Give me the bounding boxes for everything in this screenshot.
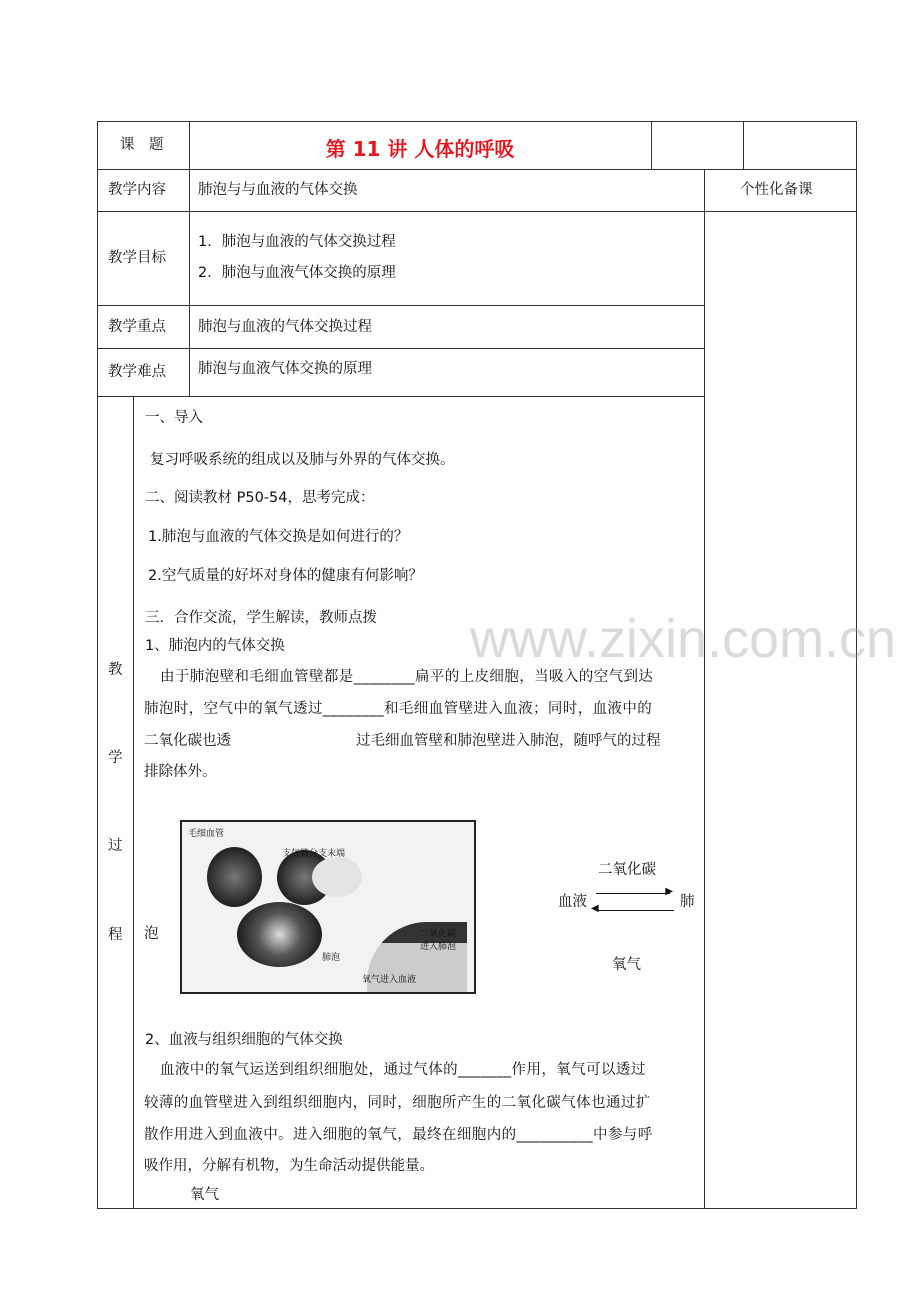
table-border [97,121,98,1209]
difficulty-value: 肺泡与血液气体交换的原理 [198,361,372,377]
alveoli-diagram [180,820,476,994]
diagram-label: 氧气进入血液 [362,975,417,985]
section-heading: 三．合作交流，学生解读，教师点拨 [145,610,377,626]
key-value: 肺泡与血液的气体交换过程 [198,319,372,335]
diagram-label: 二氧化碳 进入肺泡 [420,929,457,952]
paragraph: 泡 [144,926,159,942]
paragraph: 由于肺泡壁和毛细血管壁都是________扁平的上皮细胞，当吸入的空气到达 [160,669,654,685]
paragraph: 较薄的血管壁进入到组织细胞内，同时，细胞所产生的二氧化碳气体也通过扩 [144,1095,651,1111]
diagram-label: 毛细血管 [188,829,225,839]
paragraph: 吸作用，分解有机物，为生命活动提供能量。 [144,1158,434,1174]
process-label-char: 程 [108,927,123,943]
goal-item: 1．肺泡与血液的气体交换过程 [198,234,396,250]
personal-label: 个性化备课 [740,182,813,198]
table-border [97,1208,857,1209]
section-heading: 二、阅读教材 P50-54，思考完成： [145,490,375,506]
table-border [97,169,857,170]
paragraph: 排除体外。 [144,764,217,780]
exchange-label-co2: 二氧化碳 [598,862,656,878]
paragraph: 肺泡时，空气中的氧气透过________和毛细血管壁进入血液；同时，血液中的 [144,701,653,717]
paragraph: 过毛细血管壁和肺泡壁进入肺泡，随呼气的过程 [356,733,661,749]
exchange-label-o2: 氧气 [612,957,641,973]
paragraph: 氧气 [190,1187,219,1203]
diagram-label: 支气管分支末端 [282,849,346,859]
table-border [743,121,744,169]
watermark: www.zixin.com.cn [470,609,897,669]
process-label-char: 教 [108,662,123,678]
topic-label: 课 题 [120,137,164,153]
table-border [133,396,134,1209]
content-value: 肺泡与与血液的气体交换 [198,182,358,198]
key-label: 教学重点 [108,319,166,335]
table-border [97,396,704,397]
paragraph: 血液中的氧气运送到组织细胞处，通过气体的_______作用，氧气可以透过 [160,1062,646,1078]
subsection-heading: 1、肺泡内的气体交换 [145,638,285,654]
process-label-char: 学 [108,750,123,766]
arrow-left-icon: ◀ [596,910,674,911]
goals-label: 教学目标 [108,250,166,266]
difficulty-label: 教学难点 [108,364,166,380]
goal-item: 2．肺泡与血液气体交换的原理 [198,265,396,281]
process-label-char: 过 [108,838,123,854]
diagram-label: 肺泡 [322,953,341,963]
content-label: 教学内容 [108,182,166,198]
subsection-heading: 2、血液与组织细胞的气体交换 [145,1032,343,1048]
paragraph: 二氧化碳也透 [144,733,231,749]
paragraph: 散作用进入到血液中。进入细胞的氧气，最终在细胞内的__________中参与呼 [144,1127,653,1143]
section-heading: 一、导入 [145,410,203,426]
question: 2.空气质量的好坏对身体的健康有何影响？ [148,568,423,584]
exchange-label-lung: 肺 [680,894,695,910]
table-border [704,169,705,1209]
paragraph: 复习呼吸系统的组成以及肺与外界的气体交换。 [150,452,455,468]
question: 1.肺泡与血液的气体交换是如何进行的？ [148,529,409,545]
arrow-right-icon: ▶ [596,893,670,894]
exchange-label-blood: 血液 [558,894,587,910]
table-border [97,211,857,212]
table-border [651,121,652,169]
page-title: 第 11 讲 人体的呼吸 [325,137,515,161]
table-border [189,121,190,396]
